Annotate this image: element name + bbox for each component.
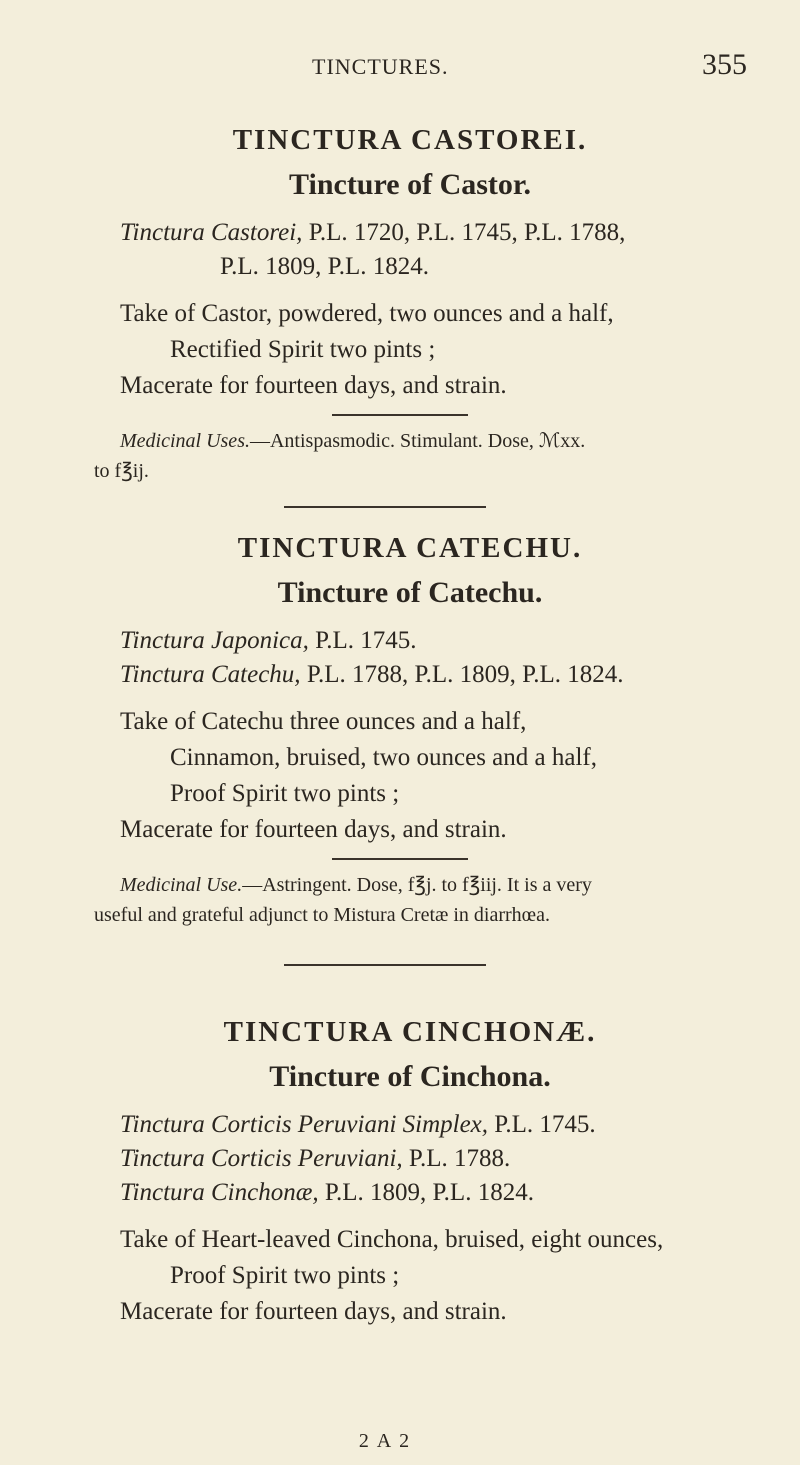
running-head: [0, 48, 800, 88]
section-tinctura-castorei: [0, 120, 800, 518]
section-divider: [284, 964, 486, 966]
recipe: [0, 1222, 800, 1330]
signature-text: 2 A 2: [358, 1430, 412, 1452]
section-title: TINCTURA CATECHU.: [237, 532, 583, 564]
synonym-name: Tinctura Castorei,: [120, 219, 303, 246]
synonym-list: [0, 624, 800, 692]
running-title: TINCTURES.: [312, 54, 449, 79]
synonym-entry: [0, 1142, 800, 1176]
section-subtitle: Tincture of Castor.: [289, 168, 531, 201]
synonym-entry: [0, 216, 800, 250]
section-subtitle: Tincture of Catechu.: [277, 576, 543, 609]
medicinal-uses: [0, 870, 800, 930]
divider-rule: [332, 858, 468, 860]
recipe: [0, 296, 800, 404]
synonym-entry: [0, 1108, 800, 1142]
uses-label: Medicinal Use.: [120, 874, 243, 896]
recipe-ingredient: Cinnamon, bruised, two ounces and a half,: [170, 744, 597, 771]
recipe: [0, 704, 800, 848]
divider-rule: [332, 414, 468, 416]
synonym-refs: P.L. 1809, P.L. 1824.: [220, 253, 430, 280]
recipe-instruction: Macerate for fourteen days, and strain.: [120, 1298, 507, 1325]
synonym-list: [0, 1108, 800, 1210]
medicinal-uses: [0, 426, 800, 486]
synonym-entry: [0, 658, 800, 692]
uses-continuation: useful and grateful adjunct to Mistura Cretæ in diarrhœa.: [94, 904, 550, 926]
synonym-refs: P.L. 1745.: [488, 1111, 596, 1138]
recipe-ingredient: Proof Spirit two pints ;: [170, 780, 400, 807]
recipe-first-line: Take of Castor, powdered, two ounces and a half,: [120, 300, 614, 327]
section-subtitle: Tincture of Cinchona.: [269, 1060, 551, 1093]
synonym-entry: [0, 624, 800, 658]
synonym-refs: P.L. 1788, P.L. 1809, P.L. 1824.: [300, 661, 624, 688]
recipe-first-line: Take of Catechu three ounces and a half,: [120, 708, 527, 735]
section-divider: [284, 506, 486, 508]
section-tinctura-catechu: [0, 528, 800, 976]
recipe-first-line: Take of Heart-leaved Cinchona, bruised, eight ounces,: [120, 1226, 664, 1253]
synonym-entry: [0, 1176, 800, 1210]
synonym-name: Tinctura Japonica,: [120, 627, 309, 654]
synonym-name: Tinctura Catechu,: [120, 661, 301, 688]
section-title: TINCTURA CINCHONÆ.: [223, 1016, 597, 1048]
section-tinctura-cinchonae: [0, 1012, 800, 1330]
uses-label: Medicinal Uses.: [120, 430, 250, 452]
recipe-instruction: Macerate for fourteen days, and strain.: [120, 816, 507, 843]
recipe-ingredient: Proof Spirit two pints ;: [170, 1262, 400, 1289]
synonym-name: Tinctura Corticis Peruviani,: [120, 1145, 403, 1172]
uses-text: —Antispasmodic. Stimulant. Dose, ℳxx.: [249, 430, 586, 452]
page-number: 355: [702, 48, 747, 81]
uses-text: —Astringent. Dose, f℥j. to f℥iij. It is a very: [242, 874, 592, 896]
synonym-name: Tinctura Cinchonæ,: [120, 1179, 319, 1206]
recipe-instruction: Macerate for fourteen days, and strain.: [120, 372, 507, 399]
synonym-entry: [0, 250, 800, 284]
synonym-refs: P.L. 1720, P.L. 1745, P.L. 1788,: [302, 219, 626, 246]
signature-mark: [0, 1430, 800, 1453]
uses-continuation: to f℥ij.: [94, 460, 149, 482]
synonym-refs: P.L. 1788.: [402, 1145, 511, 1172]
section-title: TINCTURA CASTOREI.: [232, 124, 588, 156]
synonym-refs: P.L. 1809, P.L. 1824.: [318, 1179, 534, 1206]
synonym-refs: P.L. 1745.: [308, 627, 417, 654]
synonym-name: Tinctura Corticis Peruviani Simplex,: [120, 1111, 489, 1138]
recipe-ingredient: Rectified Spirit two pints ;: [170, 336, 436, 363]
synonym-list: [0, 216, 800, 284]
